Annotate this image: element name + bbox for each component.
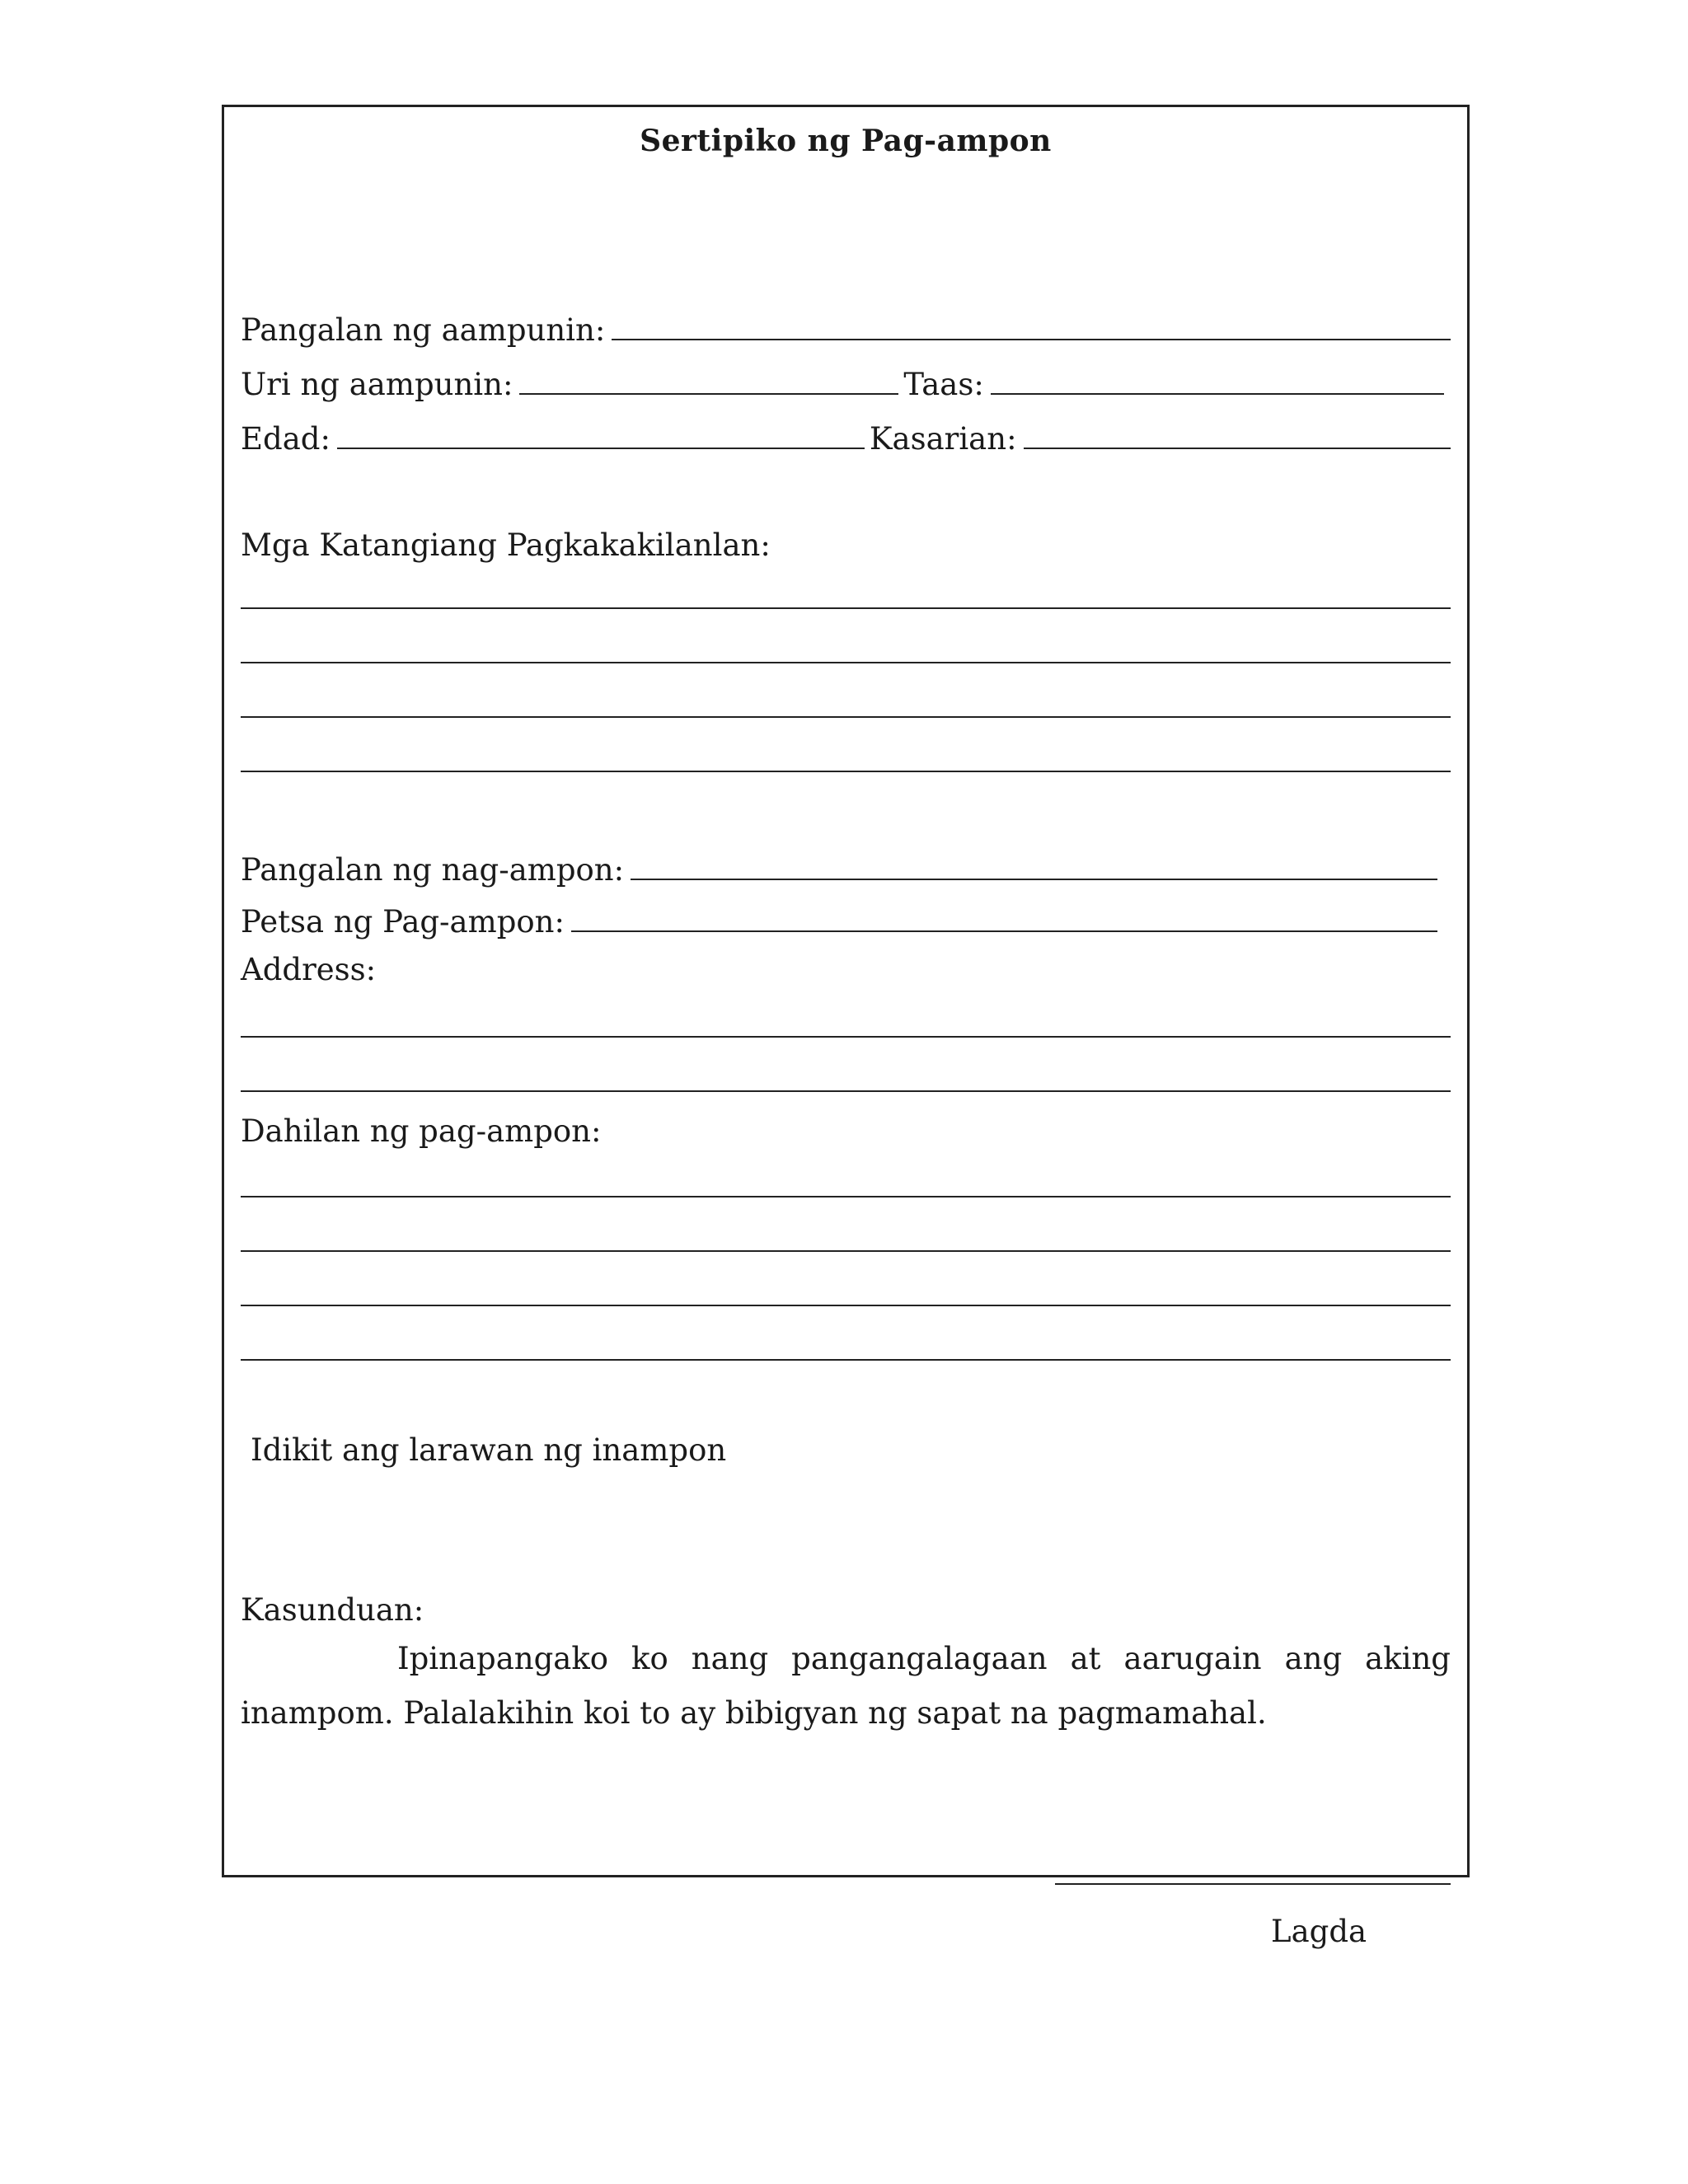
reason-line[interactable]: [241, 1250, 1451, 1252]
sex-label: Kasarian:: [869, 421, 1017, 457]
age-blank[interactable]: [337, 446, 865, 449]
address-line[interactable]: [241, 1036, 1451, 1038]
signature-line[interactable]: [1055, 1883, 1451, 1885]
reason-line[interactable]: [241, 1196, 1451, 1197]
signature-label: Lagda: [1271, 1914, 1367, 1949]
address-label: Address:: [241, 952, 377, 987]
agreement-label: Kasunduan:: [241, 1592, 424, 1628]
certificate-title: Sertipiko ng Pag-ampon: [640, 124, 1052, 158]
adopter-name-label: Pangalan ng nag-ampon:: [241, 852, 625, 888]
adoptee-type-blank[interactable]: [519, 391, 898, 395]
traits-line[interactable]: [241, 662, 1451, 663]
adoptee-type-label: Uri ng aampunin:: [241, 367, 513, 402]
reason-line[interactable]: [241, 1359, 1451, 1361]
reason-line[interactable]: [241, 1305, 1451, 1306]
height-blank[interactable]: [991, 391, 1444, 395]
certificate-body: [241, 107, 1451, 1949]
traits-line[interactable]: [241, 716, 1451, 718]
age-label: Edad:: [241, 421, 331, 457]
adopter-name-row: [241, 839, 1451, 888]
photo-instruction: Idikit ang larawan ng inampon: [251, 1432, 727, 1468]
address-line[interactable]: [241, 1090, 1451, 1092]
adoption-date-blank[interactable]: [571, 929, 1437, 932]
reason-label: Dahilan ng pag-ampon:: [241, 1113, 602, 1149]
traits-label: Mga Katangiang Pagkakakilanlan:: [241, 527, 771, 563]
adopter-name-blank[interactable]: [631, 877, 1437, 880]
adoptee-name-label: Pangalan ng aampunin:: [241, 312, 606, 348]
height-label: Taas:: [903, 367, 984, 402]
traits-line[interactable]: [241, 607, 1451, 609]
traits-line[interactable]: [241, 771, 1451, 772]
certificate-frame: [222, 105, 1470, 1949]
sex-blank[interactable]: [1024, 446, 1451, 449]
agreement-text: Ipinapangako ko nang pangangalagaan at aarugain ang aking inampom. Palalakihin koi to ay bibigyan ng sapat na pagmamahal.: [241, 1641, 1451, 1731]
adoption-date-row: [241, 891, 1451, 940]
adoptee-name-row: [241, 299, 1451, 348]
age-sex-row: [241, 408, 1451, 457]
adoptee-type-row: [241, 354, 1451, 400]
adoption-date-label: Petsa ng Pag-ampon:: [241, 904, 565, 940]
adoptee-name-blank[interactable]: [612, 337, 1451, 340]
